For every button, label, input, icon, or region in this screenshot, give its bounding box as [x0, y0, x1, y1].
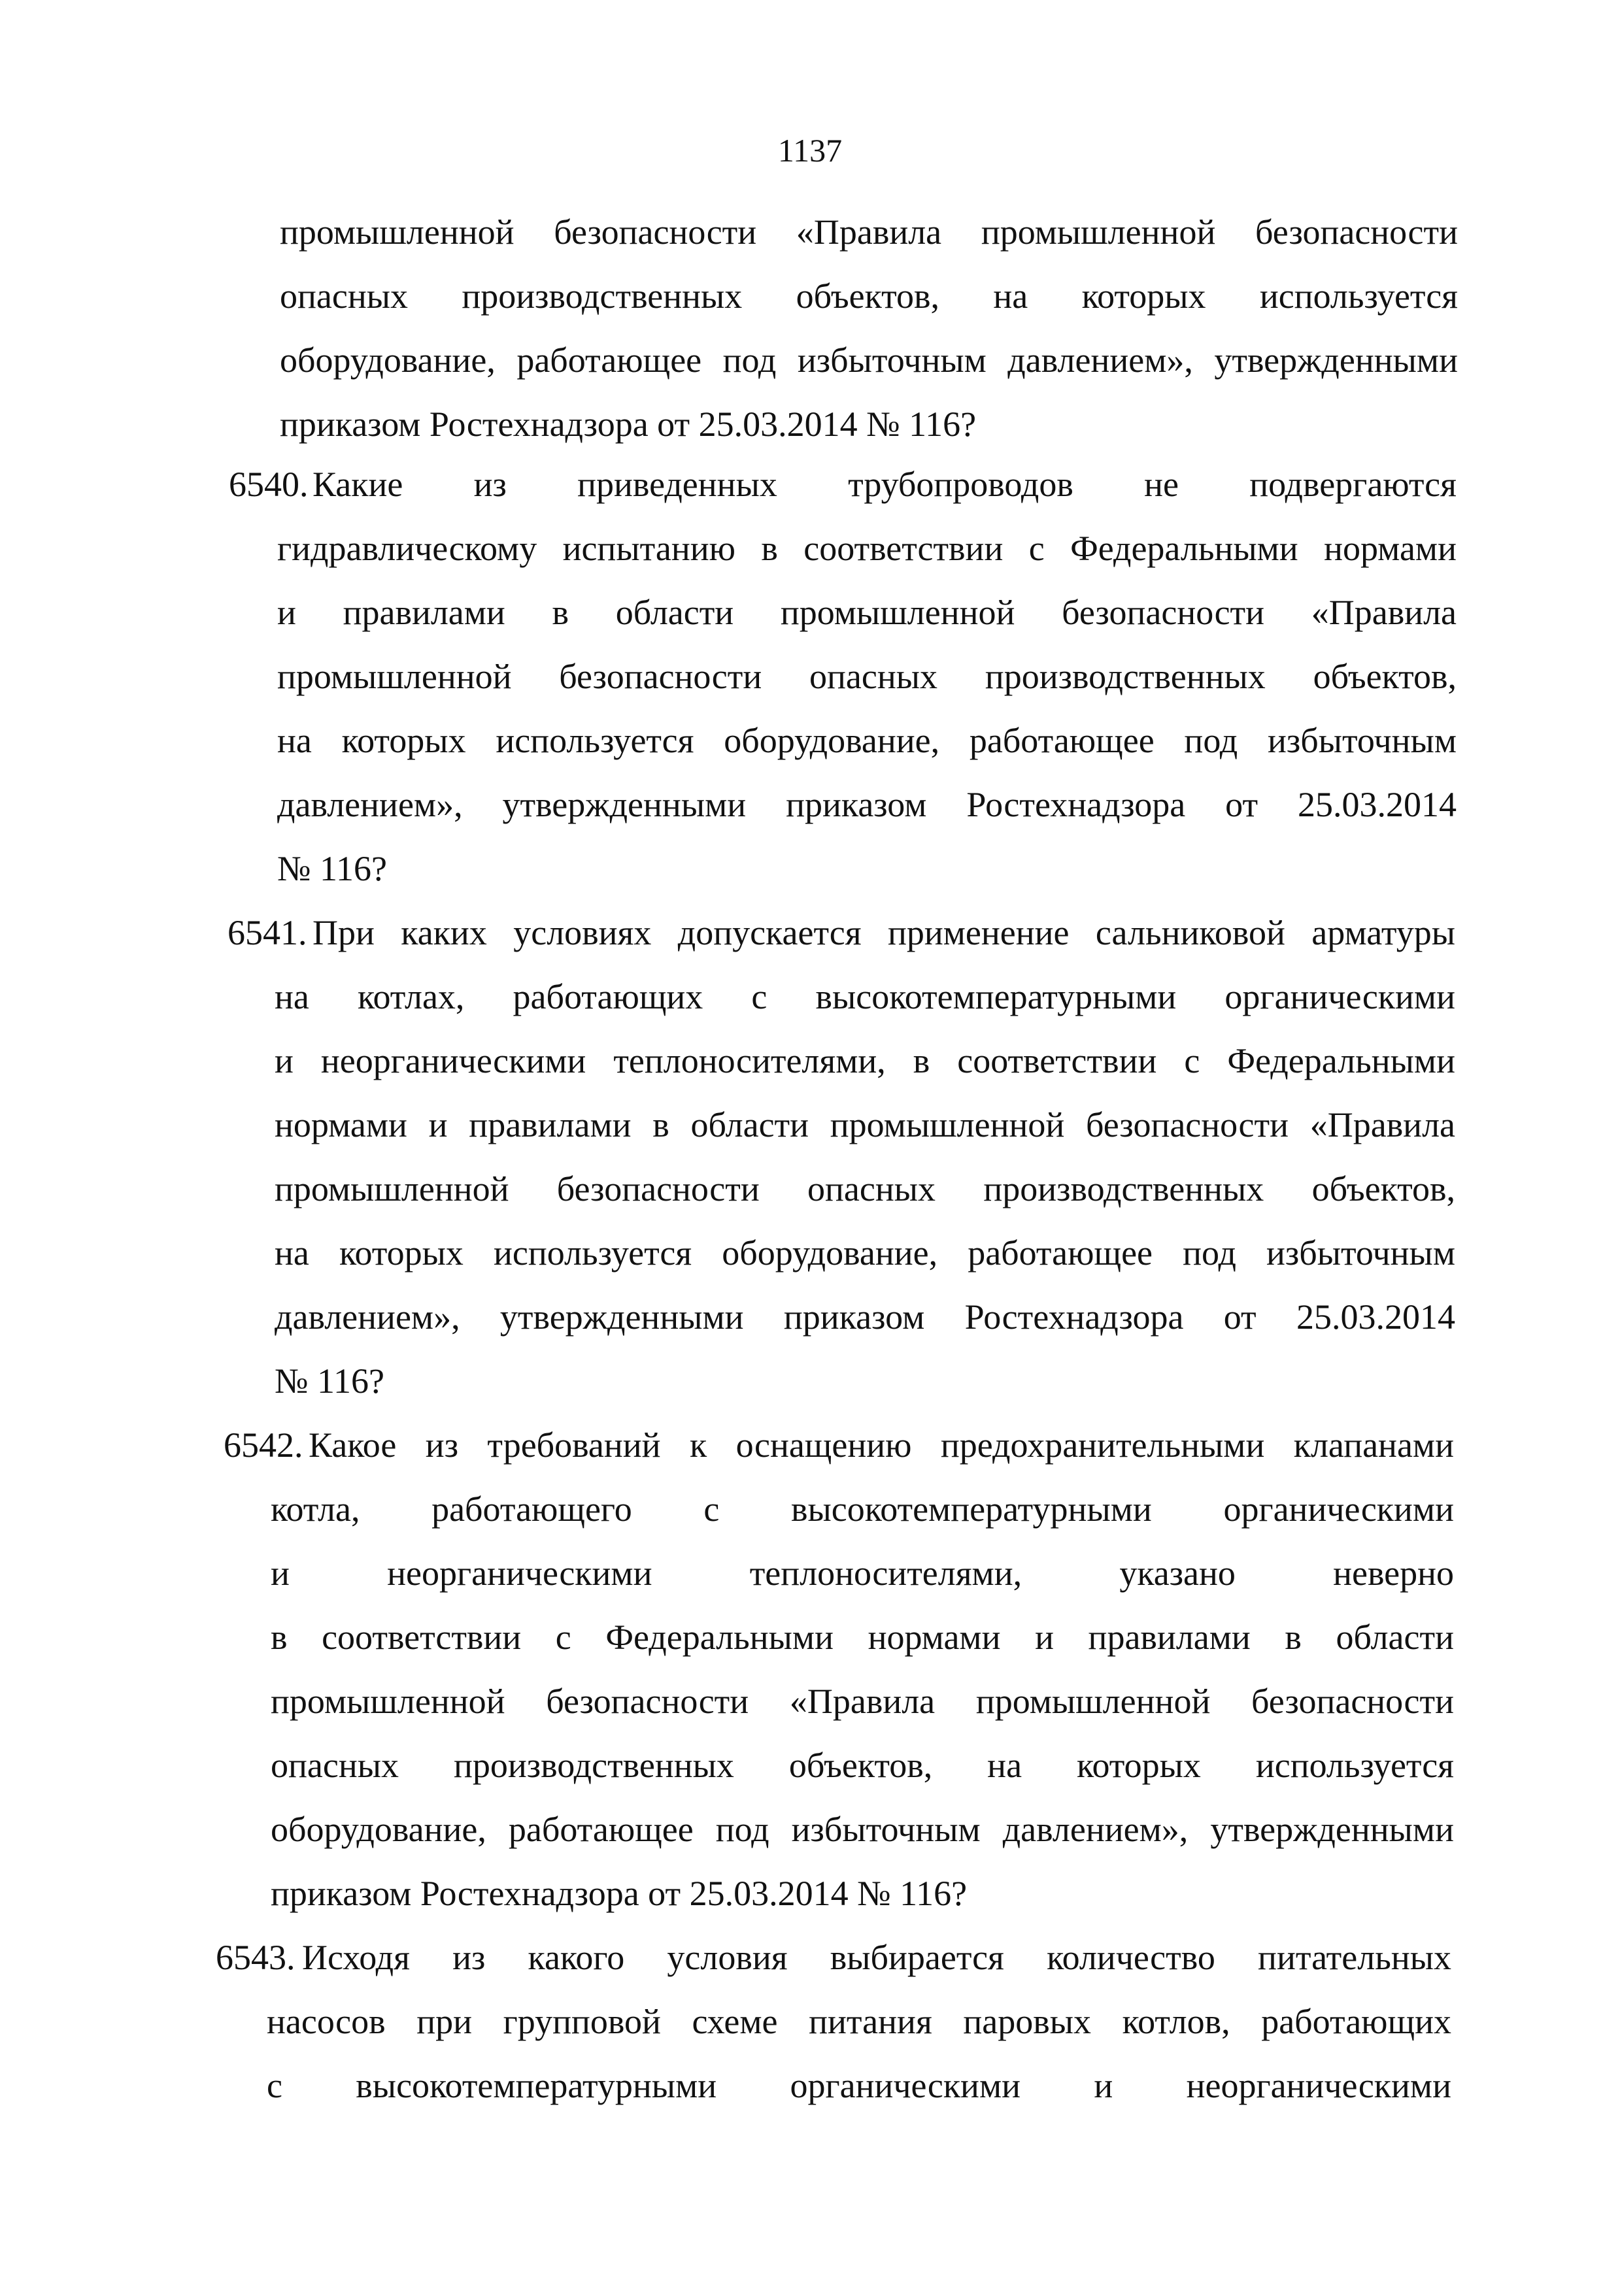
question-line: промышленной безопасности «Правила промышленной безопасности [271, 1682, 1454, 1721]
question-line: давлением», утвержденными приказом Ростехнадзора от 25.03.2014 [277, 785, 1457, 824]
question-line: приказом Ростехнадзора от 25.03.2014 № 116? [271, 1874, 968, 1913]
question-number: 6541. [228, 913, 307, 952]
question-line: Какие из приведенных трубопроводов не подвергаются [312, 465, 1457, 504]
question-line: котла, работающего с высокотемпературными органическими [271, 1489, 1454, 1529]
question-line: опасных производственных объектов, на которых используется [271, 1746, 1454, 1785]
intro-line: приказом Ростехнадзора от 25.03.2014 № 116? [280, 405, 977, 444]
question-number: 6543. [216, 1938, 295, 1977]
question-line: промышленной безопасности опасных производственных объектов, [277, 657, 1457, 696]
question-line: промышленной безопасности опасных производственных объектов, [275, 1169, 1455, 1208]
question-line: Исходя из какого условия выбирается количество питательных [302, 1938, 1451, 1977]
question-line: Какое из требований к оснащению предохранительными клапанами [309, 1425, 1454, 1465]
question-line: и неорганическими теплоносителями, в соответствии с Федеральными [275, 1041, 1455, 1080]
page-number: 1137 [777, 132, 843, 169]
question-line: При каких условиях допускается применение сальниковой арматуры [312, 913, 1455, 952]
question-line: на которых используется оборудование, работающее под избыточным [277, 721, 1457, 760]
question-line: № 116? [275, 1361, 384, 1401]
intro-line: оборудование, работающее под избыточным давлением», утвержденными [280, 341, 1458, 380]
question-line: на котлах, работающих с высокотемпературными органическими [275, 977, 1455, 1016]
question-line: № 116? [277, 849, 387, 888]
question-line: гидравлическому испытанию в соответствии с Федеральными нормами [277, 529, 1457, 568]
question-line: в соответствии с Федеральными нормами и правилами в области [271, 1618, 1454, 1657]
question-line: оборудование, работающее под избыточным давлением», утвержденными [271, 1810, 1454, 1849]
question-line: и неорганическими теплоносителями, указано неверно [271, 1554, 1454, 1593]
question-line: и правилами в области промышленной безопасности «Правила [277, 593, 1457, 632]
question-number: 6540. [229, 465, 309, 504]
intro-line: промышленной безопасности «Правила промышленной безопасности [280, 212, 1458, 252]
question-line: насосов при групповой схеме питания паровых котлов, работающих [267, 2002, 1451, 2041]
question-line: с высокотемпературными органическими и неорганическими [267, 2066, 1451, 2105]
question-line: давлением», утвержденными приказом Ростехнадзора от 25.03.2014 [275, 1297, 1455, 1337]
question-line: на которых используется оборудование, работающее под избыточным [275, 1233, 1455, 1273]
question-number: 6542. [224, 1425, 303, 1465]
question-line: нормами и правилами в области промышленной безопасности «Правила [275, 1105, 1455, 1144]
intro-line: опасных производственных объектов, на которых используется [280, 276, 1458, 316]
